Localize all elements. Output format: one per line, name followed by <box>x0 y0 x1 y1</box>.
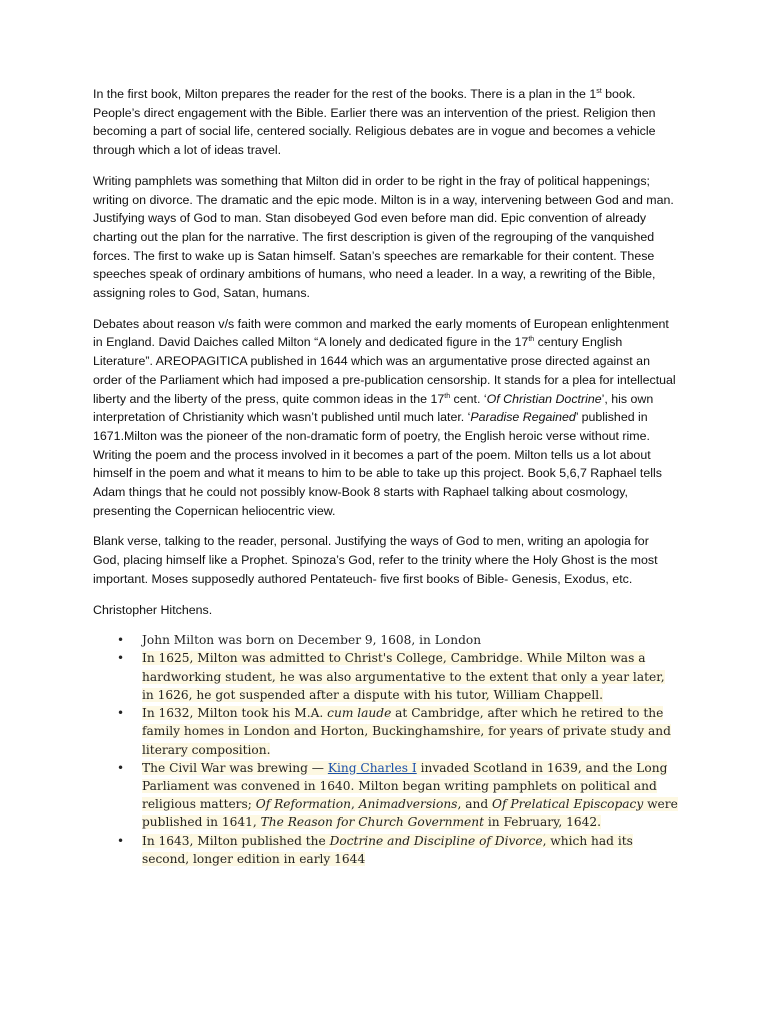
text-run: , <box>351 797 359 812</box>
superscript: th <box>528 336 535 344</box>
paragraph-first-book <box>93 85 678 160</box>
text-run: Writing pamphlets was something that Milton did in order to be right in the fray of political happenings; writing on divorce. The dramatic and the epic mode. Milton is in a way, intervening between God and man. Justifying ways of God to man. Stan disobeyed God even before man did. Epic convention of already charting out the plan for the narrative. The first description is given of the regrouping of the vanquished forces. The first to wake up is Satan himself. Satan’s speeches are remarkable for their content. These speeches speak of ordinary ambitions of humans, who need a leader. In a way, a rewriting of the Bible, assigning roles to God, Satan, humans. <box>93 173 674 301</box>
paragraph-reason-faith <box>93 315 678 521</box>
text-run: ’, his own interpretation of Christianity which wasn’t published until much later. ‘ <box>93 391 654 425</box>
italic-title: The Reason for Church Government <box>260 815 484 830</box>
text-run: Debates about reason v/s faith were common and marked the early moments of European enlightenment in England. David Daiches called Milton “A lonely and dedicated figure in the 17 <box>93 316 669 350</box>
author-name: Christopher Hitchens. <box>93 602 213 617</box>
text-run: In 1643, Milton published the <box>142 833 330 848</box>
list-item <box>93 631 678 649</box>
fact-text <box>142 834 633 866</box>
list-item <box>93 759 678 832</box>
text-run: in February, 1642. <box>484 815 601 830</box>
superscript: th <box>444 392 451 400</box>
text-run: century English Literature”. AREOPAGITICA published in 1644 which was an argumentative prose directed against an order of the Parliament which had imposed a pre-publication censorship. It stands for a plea for intellectual liberty and the liberty of the press, quite common ideas in the 17 <box>93 335 676 406</box>
bullet-icon: • <box>117 651 125 666</box>
bullet-icon: • <box>117 833 125 848</box>
bullet-icon: • <box>117 706 125 721</box>
fact-text: John Milton was born on December 9, 1608, in London <box>142 633 482 648</box>
list-item <box>93 649 678 704</box>
italic-title: Of Prelatical Episcopacy <box>492 797 644 812</box>
king-charles-link[interactable]: King Charles I <box>327 760 417 775</box>
fact-text: In 1625, Milton was admitted to Christ's College, Cambridge. While Milton was a hardworking student, he was also argumentative to the extent that only a year later, in 1626, he got suspended after a dispute with his tutor, William Chappell. <box>142 651 665 702</box>
paragraph-blank-verse <box>93 532 678 588</box>
italic-title: Of Christian Doctrine <box>486 391 602 406</box>
milton-facts-list <box>93 631 678 868</box>
text-run: invaded Scotland in 1639, and the Long Parliament was convened in 1640. Milton began writing pamphlets on political and religious matters; <box>142 760 668 812</box>
list-item <box>93 704 678 759</box>
italic-title: Animadversions <box>358 797 458 812</box>
fact-text <box>142 761 678 830</box>
text-run: cent. ‘ <box>450 391 487 406</box>
text-run: book. People’s direct engagement with the Bible. Earlier there was an intervention of the priest. Religion then becoming a part of social life, centered socially. Religious debates are in vogue and becomes a vehicle through which a lot of ideas travel. <box>93 87 656 158</box>
text-run: ’ published in 1671.Milton was the pioneer of the non-dramatic form of poetry, the English heroic verse without rime. Writing the poem and the process involved in it becomes a part of the poem. Milton tells us a lot about himself in the poem and what it means to him to be able to take up this project. Book 5,6,7 Raphael tells Adam things that he could not possibly know-Book 8 starts with Raphael talking about cosmology, presenting the Copernican heliocentric view. <box>93 410 662 518</box>
text-run: , which had its second, longer edition in early 1644 <box>142 833 633 866</box>
bullet-icon: • <box>117 760 125 775</box>
bullet-icon: • <box>117 633 125 648</box>
text-run: , and <box>457 797 492 812</box>
document-body <box>93 85 678 868</box>
italic-phrase: cum laude <box>327 706 392 721</box>
superscript: st <box>596 88 602 95</box>
italic-title: Of Reformation <box>255 797 351 812</box>
italic-title: Doctrine and Discipline of Divorce <box>329 833 543 848</box>
fact-text <box>142 706 671 756</box>
list-item <box>93 832 678 868</box>
text-run: The Civil War was brewing — <box>142 760 328 775</box>
italic-title: Paradise Regained <box>470 410 576 425</box>
text-run: were published in 1641, <box>142 797 678 830</box>
paragraph-pamphlets <box>93 172 678 303</box>
text-run: In 1632, Milton took his M.A. <box>142 706 328 721</box>
text-run: Blank verse, talking to the reader, personal. Justifying the ways of God to men, writing an apologia for God, placing himself like a Prophet. Spinoza’s God, refer to the trinity where the Holy Ghost is the most important. Moses supposedly authored Pentateuch- five first books of Bible- Genesis, Exodus, etc. <box>93 534 658 586</box>
text-run: In the first book, Milton prepares the reader for the rest of the books. There is a plan in the 1 <box>93 87 597 101</box>
text-run: at Cambridge, after which he retired to the family homes in London and Horton, Buckinghamshire, for years of private study and literary composition. <box>142 706 671 757</box>
